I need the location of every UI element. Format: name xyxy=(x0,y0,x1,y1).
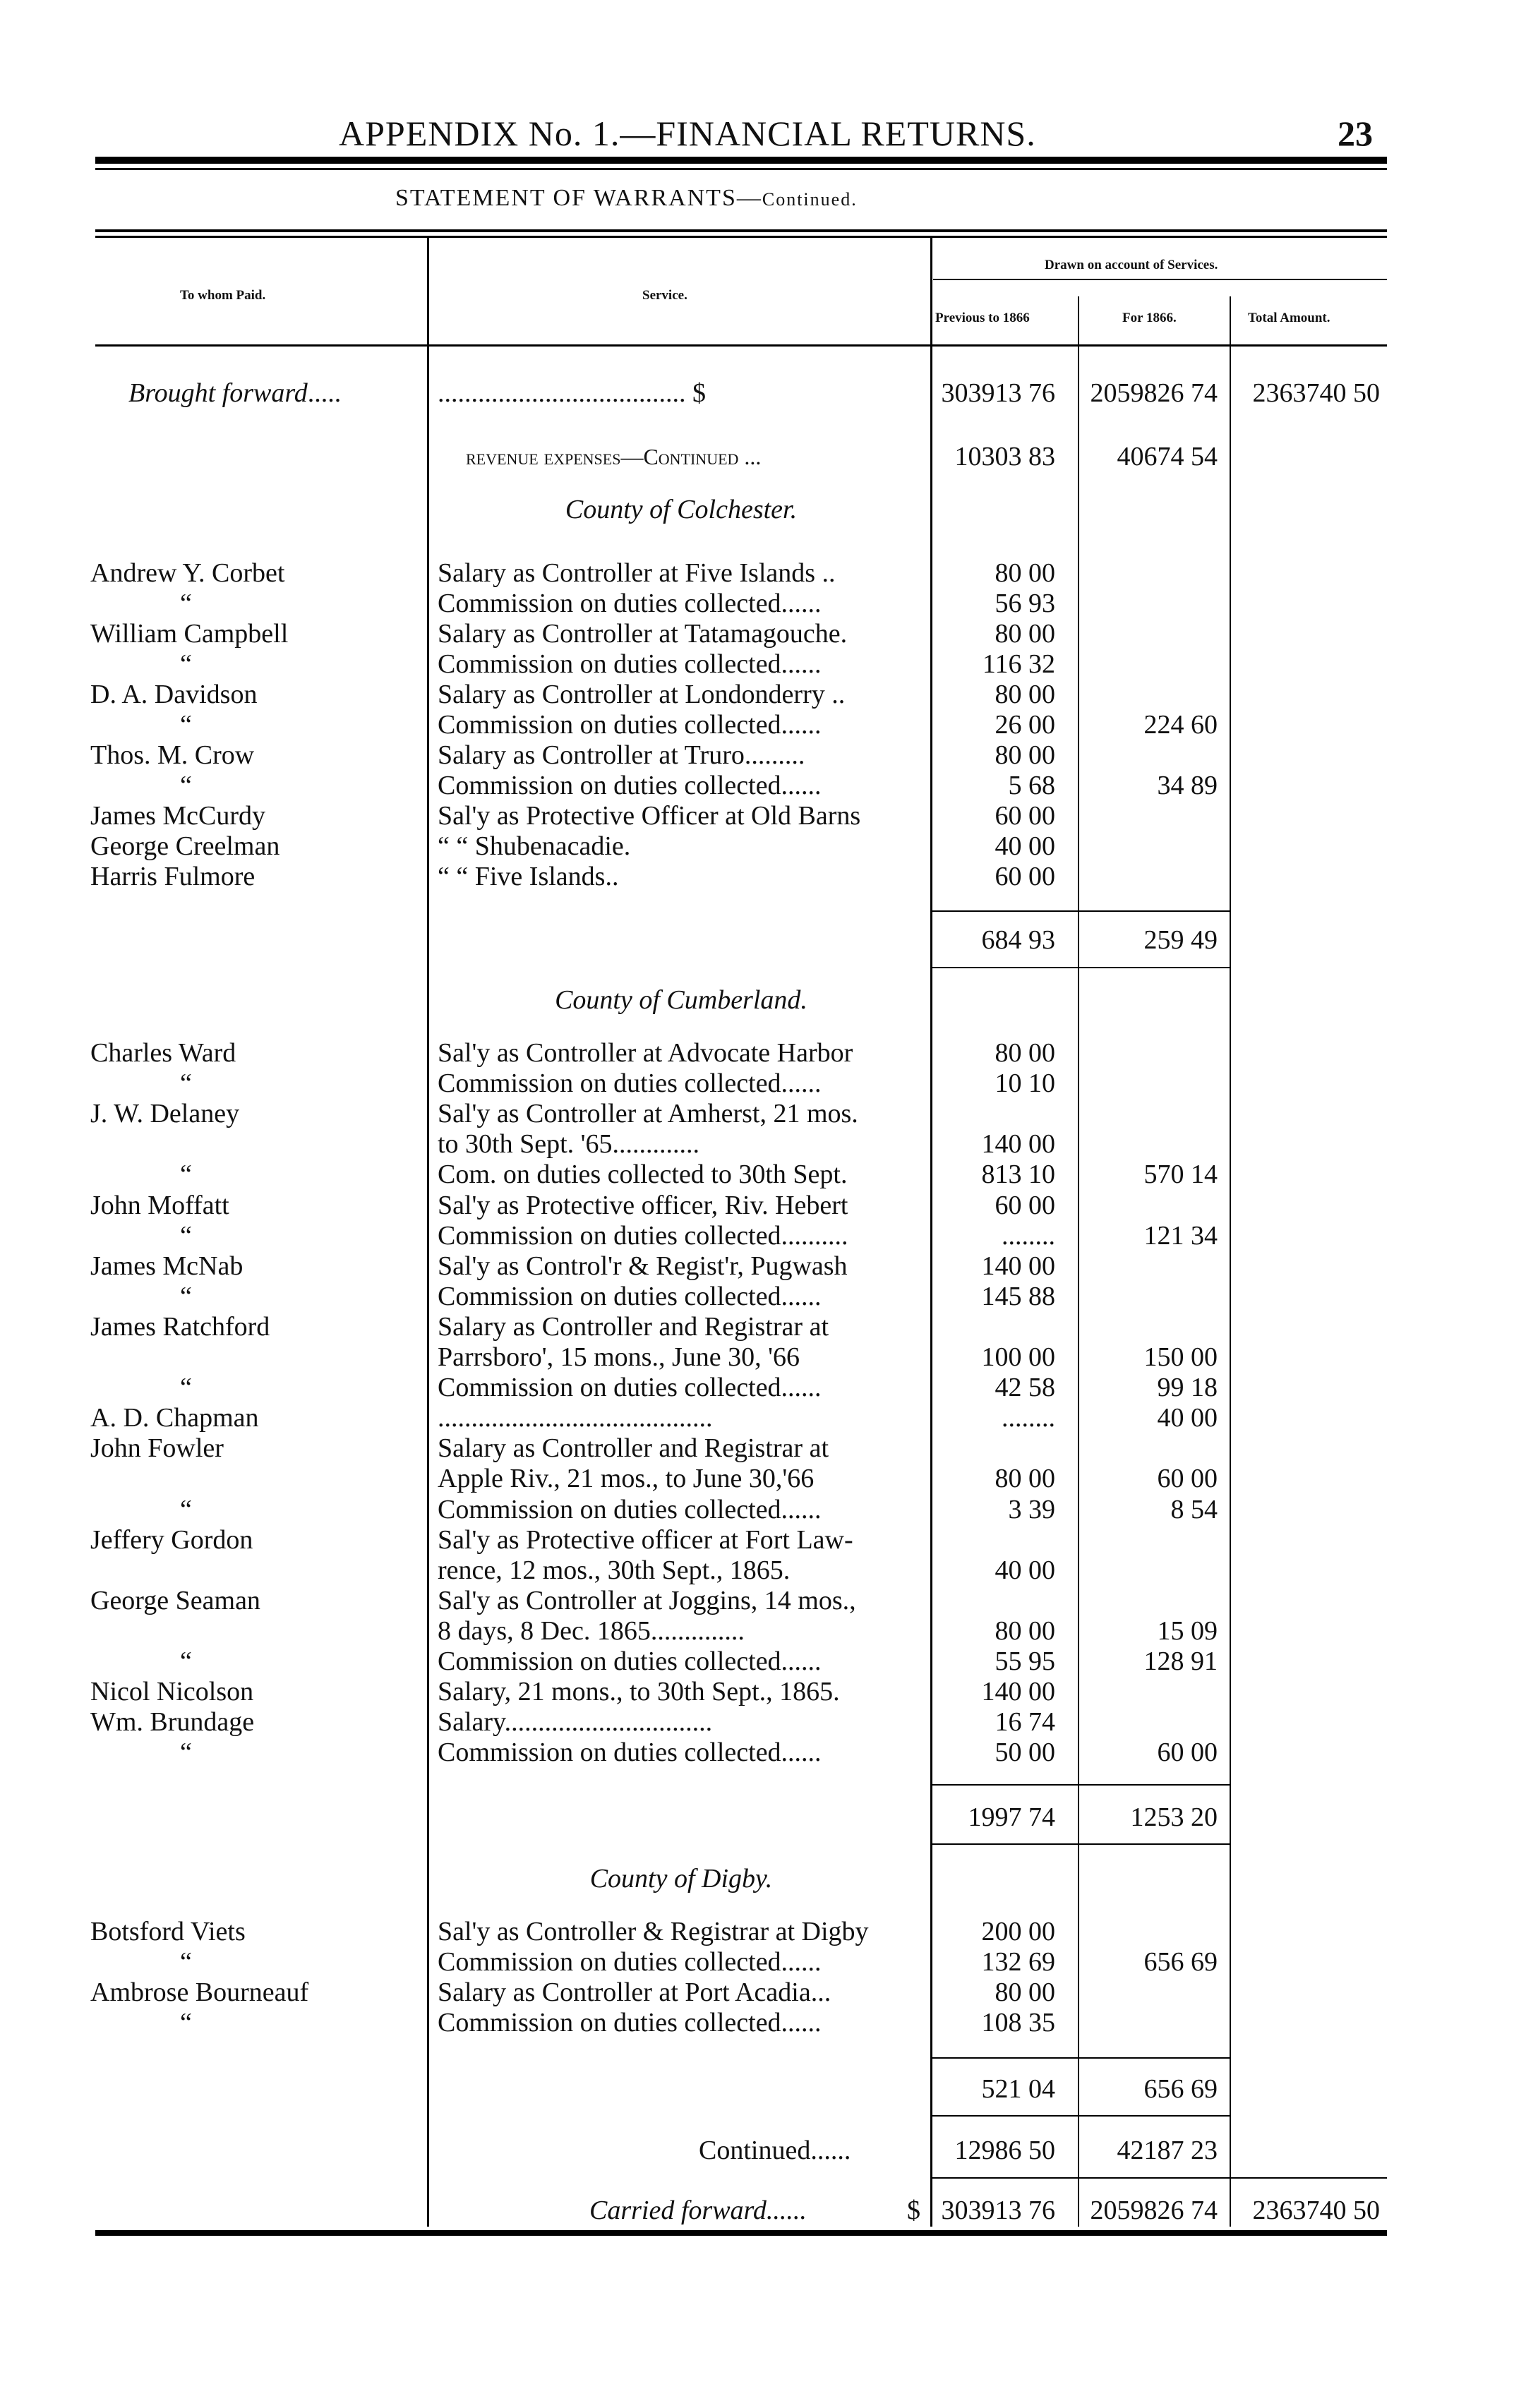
rows-name: Harris Fulmore xyxy=(90,862,256,891)
rows-name: James McCurdy xyxy=(90,801,266,831)
brought-forward-dots: ..................................... $ xyxy=(438,378,706,408)
rows-name: Andrew Y. Corbet xyxy=(90,558,285,588)
cumberland_rows-prev: 42 58 xyxy=(995,1373,1055,1403)
cumberland_rows-name: Nicol Nicolson xyxy=(90,1677,254,1707)
drawn-header-rule xyxy=(933,279,1387,280)
cumberland_rows-name: “ xyxy=(180,1647,192,1676)
carried-forward-total: 2363740 50 xyxy=(1252,2196,1380,2225)
cumberland_rows-cur: 15 09 xyxy=(1157,1615,1218,1646)
cumberland_rows-name: J. W. Delaney xyxy=(90,1099,240,1129)
brought-forward-cur: 2059826 74 xyxy=(1090,378,1218,408)
col-divider-4 xyxy=(1230,296,1231,2227)
cumberland_rows-service: Salary as Controller and Registrar at xyxy=(438,1311,829,1342)
rows-prev: 56 93 xyxy=(995,589,1055,618)
colchester-total-cur: 259 49 xyxy=(1143,925,1218,955)
colchester-total-bottom-rule xyxy=(932,967,1230,968)
cumberland_rows-name: “ xyxy=(180,1738,192,1768)
cumberland_rows-prev: 80 00 xyxy=(995,1615,1055,1646)
digby-total-rule xyxy=(932,2057,1230,2059)
rows-name: “ xyxy=(180,649,192,679)
cumberland_rows-service: to 30th Sept. '65............. xyxy=(438,1129,700,1160)
digby_rows-prev: 132 69 xyxy=(981,1947,1055,1977)
cumberland_rows-name: Jeffery Gordon xyxy=(90,1524,253,1555)
revenue-expenses-cur: 40674 54 xyxy=(1117,442,1218,471)
cumberland_rows-service: Commission on duties collected...... xyxy=(438,1738,822,1768)
section-digby: County of Digby. xyxy=(589,1864,773,1894)
rows-name: George Creelman xyxy=(90,831,280,861)
cumberland_rows-name: George Seaman xyxy=(90,1585,260,1615)
digby_rows-prev: 200 00 xyxy=(981,1917,1055,1946)
digby_rows-prev: 80 00 xyxy=(995,1977,1055,2007)
cumberland_rows-cur: 40 00 xyxy=(1157,1403,1218,1433)
cumberland_rows-service: Com. on duties collected to 30th Sept. xyxy=(438,1160,848,1190)
cumberland_rows-prev: ........ xyxy=(1002,1403,1055,1433)
rows-name: William Campbell xyxy=(90,619,289,649)
cumberland_rows-cur: 60 00 xyxy=(1157,1464,1218,1494)
cumberland_rows-name: Charles Ward xyxy=(90,1038,236,1068)
digby_rows-service: Sal'y as Controller & Registrar at Digby xyxy=(438,1917,869,1946)
cumberland_rows-prev: 140 00 xyxy=(981,1251,1055,1281)
cumberland_rows-service: Sal'y as Control'r & Regist'r, Pugwash xyxy=(438,1251,848,1281)
digby-total-bottom-rule xyxy=(932,2115,1230,2117)
col-header-service: Service. xyxy=(642,288,687,303)
brought-forward-total: 2363740 50 xyxy=(1252,378,1380,408)
cumberland_rows-service: Apple Riv., 21 mos., to June 30,'66 xyxy=(438,1464,815,1494)
section-colchester: County of Colchester. xyxy=(565,495,798,524)
rows-prev: 60 00 xyxy=(995,862,1055,891)
cumberland_rows-name: “ xyxy=(180,1494,192,1524)
col-header-total: Total Amount. xyxy=(1248,311,1330,325)
col-header-for1866: For 1866. xyxy=(1122,311,1177,325)
cumberland-total-prev: 1997 74 xyxy=(968,1802,1055,1832)
rows-service: Commission on duties collected...... xyxy=(438,710,822,740)
digby_rows-name: Botsford Viets xyxy=(90,1917,246,1946)
brought-forward-dollar: $ xyxy=(692,378,706,408)
cumberland_rows-prev: 813 10 xyxy=(981,1160,1055,1190)
cumberland_rows-service: ......................................... xyxy=(438,1403,713,1433)
header-rule-thick xyxy=(95,157,1387,164)
continued-label: Continued...... xyxy=(699,2136,851,2165)
col-header-previous: Previous to 1866 xyxy=(935,311,1030,325)
cumberland_rows-cur: 570 14 xyxy=(1143,1160,1218,1190)
cumberland_rows-prev: 80 00 xyxy=(995,1464,1055,1494)
cumberland_rows-name: John Moffatt xyxy=(90,1190,229,1220)
cumberland_rows-cur: 121 34 xyxy=(1143,1220,1218,1251)
continued-prev: 12986 50 xyxy=(954,2136,1055,2165)
col-divider-3 xyxy=(1078,296,1079,2227)
rows-cur: 34 89 xyxy=(1157,771,1218,800)
cumberland_rows-cur: 128 91 xyxy=(1143,1647,1218,1676)
cumberland_rows-cur: 150 00 xyxy=(1143,1342,1218,1372)
rows-service: Commission on duties collected...... xyxy=(438,649,822,679)
rows-cur: 224 60 xyxy=(1143,710,1218,740)
rows-service: “ “ Five Islands.. xyxy=(438,862,619,891)
cumberland_rows-name: “ xyxy=(180,1220,192,1251)
continued-bottom-rule xyxy=(932,2177,1387,2179)
cumberland_rows-name: “ xyxy=(180,1068,192,1099)
digby_rows-name: Ambrose Bourneauf xyxy=(90,1977,309,2007)
digby_rows-name: “ xyxy=(180,1947,192,1977)
footer-rule-thick xyxy=(95,2230,1387,2236)
cumberland_rows-prev: 140 00 xyxy=(981,1129,1055,1160)
revenue-expenses-prev: 10303 83 xyxy=(954,442,1055,471)
rows-service: “ “ Shubenacadie. xyxy=(438,831,631,861)
cumberland_rows-service: 8 days, 8 Dec. 1865.............. xyxy=(438,1615,745,1646)
cumberland_rows-prev: 10 10 xyxy=(995,1068,1055,1099)
rows-prev: 80 00 xyxy=(995,558,1055,588)
rows-service: Salary as Controller at Tatamagouche. xyxy=(438,619,848,649)
rows-prev: 60 00 xyxy=(995,801,1055,831)
rows-service: Commission on duties collected...... xyxy=(438,771,822,800)
cumberland_rows-name: James McNab xyxy=(90,1251,244,1281)
cumberland_rows-service: Sal'y as Controller at Advocate Harbor xyxy=(438,1038,853,1068)
rows-name: “ xyxy=(180,589,192,618)
rows-prev: 80 00 xyxy=(995,740,1055,770)
cumberland_rows-prev: 3 39 xyxy=(1008,1494,1055,1524)
digby_rows-name: “ xyxy=(180,2008,192,2037)
col-header-to-whom: To whom Paid. xyxy=(180,288,266,303)
statement-title-main: STATEMENT OF WARRANTS— xyxy=(395,185,762,211)
cumberland_rows-service: Parrsboro', 15 mons., June 30, '66 xyxy=(438,1342,800,1372)
digby_rows-service: Salary as Controller at Port Acadia... xyxy=(438,1977,831,2007)
cumberland_rows-prev: 55 95 xyxy=(995,1647,1055,1676)
rows-prev: 80 00 xyxy=(995,680,1055,709)
cumberland_rows-prev: 145 88 xyxy=(981,1281,1055,1311)
cumberland_rows-prev: 16 74 xyxy=(995,1707,1055,1738)
rows-service: Salary as Controller at Five Islands .. xyxy=(438,558,836,588)
statement-title xyxy=(395,185,858,212)
carried-forward-prev: 303913 76 xyxy=(941,2196,1055,2225)
section-cumberland: County of Cumberland. xyxy=(555,985,807,1015)
cumberland_rows-service: Commission on duties collected...... xyxy=(438,1647,822,1676)
digby_rows-cur: 656 69 xyxy=(1143,1947,1218,1977)
cumberland-total-rule xyxy=(932,1784,1230,1786)
continued-cur: 42187 23 xyxy=(1117,2136,1218,2165)
cumberland_rows-service: Sal'y as Controller at Joggins, 14 mos., xyxy=(438,1585,856,1615)
cumberland_rows-service: Salary, 21 mons., to 30th Sept., 1865. xyxy=(438,1677,840,1707)
cumberland-total-cur: 1253 20 xyxy=(1130,1802,1218,1832)
rows-service: Sal'y as Protective Officer at Old Barns xyxy=(438,801,861,831)
rows-name: “ xyxy=(180,710,192,740)
cumberland_rows-name: James Ratchford xyxy=(90,1311,270,1342)
cumberland_rows-prev: 40 00 xyxy=(995,1555,1055,1585)
brought-forward-text: Brought forward xyxy=(128,378,308,408)
cumberland_rows-prev: 60 00 xyxy=(995,1190,1055,1220)
rows-prev: 40 00 xyxy=(995,831,1055,861)
carried-forward-dollar: $ xyxy=(907,2196,920,2225)
cumberland_rows-cur: 8 54 xyxy=(1170,1494,1218,1524)
colchester-total-prev: 684 93 xyxy=(981,925,1055,955)
cumberland_rows-cur: 60 00 xyxy=(1157,1738,1218,1768)
cumberland_rows-name: A. D. Chapman xyxy=(90,1403,259,1433)
cumberland_rows-name: Wm. Brundage xyxy=(90,1707,255,1738)
table-top-rule-2 xyxy=(95,236,1387,238)
cumberland_rows-prev: ........ xyxy=(1002,1220,1055,1251)
digby_rows-prev: 108 35 xyxy=(981,2008,1055,2037)
rows-name: Thos. M. Crow xyxy=(90,740,255,770)
digby_rows-service: Commission on duties collected...... xyxy=(438,1947,822,1977)
revenue-expenses-label: revenue expenses—Continued ... xyxy=(466,444,762,469)
rows-name: “ xyxy=(180,771,192,800)
table-top-rule-1 xyxy=(95,229,1387,232)
cumberland_rows-name: John Fowler xyxy=(90,1433,224,1464)
cumberland_rows-name: “ xyxy=(180,1281,192,1311)
cumberland_rows-service: Sal'y as Controller at Amherst, 21 mos. xyxy=(438,1099,858,1129)
cumberland_rows-service: Salary............................... xyxy=(438,1707,713,1738)
cumberland_rows-name: “ xyxy=(180,1373,192,1403)
cumberland_rows-service: Sal'y as Protective officer, Riv. Hebert xyxy=(438,1190,848,1220)
header-rule-thin xyxy=(95,168,1387,170)
carried-forward-label: Carried forward...... xyxy=(589,2196,807,2225)
colchester-total-rule xyxy=(932,910,1230,912)
cumberland_rows-service: Commission on duties collected.......... xyxy=(438,1220,848,1251)
cumberland_rows-service: Sal'y as Protective officer at Fort Law- xyxy=(438,1524,853,1555)
rows-service: Salary as Controller at Londonderry .. xyxy=(438,680,846,709)
rows-prev: 26 00 xyxy=(995,710,1055,740)
rows-prev: 80 00 xyxy=(995,619,1055,649)
cumberland_rows-service: rence, 12 mos., 30th Sept., 1865. xyxy=(438,1555,791,1585)
page-number: 23 xyxy=(1338,114,1373,153)
col-header-drawn: Drawn on account of Services. xyxy=(1045,258,1218,272)
carried-forward-cur: 2059826 74 xyxy=(1090,2196,1218,2225)
cumberland_rows-prev: 140 00 xyxy=(981,1677,1055,1707)
statement-title-continued: Continued. xyxy=(762,189,858,210)
cumberland_rows-prev: 80 00 xyxy=(995,1038,1055,1068)
digby_rows-service: Commission on duties collected...... xyxy=(438,2008,822,2037)
brought-forward-label: Brought forward..... xyxy=(128,378,342,408)
digby-total-prev: 521 04 xyxy=(981,2074,1055,2104)
brought-forward-prev: 303913 76 xyxy=(941,378,1055,408)
col-header-bottom-rule xyxy=(95,344,1387,347)
rows-service: Commission on duties collected...... xyxy=(438,589,822,618)
cumberland_rows-service: Salary as Controller and Registrar at xyxy=(438,1433,829,1464)
cumberland_rows-service: Commission on duties collected...... xyxy=(438,1068,822,1099)
cumberland_rows-name: “ xyxy=(180,1160,192,1190)
cumberland_rows-service: Commission on duties collected...... xyxy=(438,1494,822,1524)
cumberland_rows-service: Commission on duties collected...... xyxy=(438,1281,822,1311)
cumberland_rows-prev: 100 00 xyxy=(981,1342,1055,1372)
rows-prev: 5 68 xyxy=(1008,771,1055,800)
digby-total-cur: 656 69 xyxy=(1143,2074,1218,2104)
cumberland_rows-service: Commission on duties collected...... xyxy=(438,1373,822,1403)
cumberland_rows-prev: 50 00 xyxy=(995,1738,1055,1768)
rows-service: Salary as Controller at Truro......... xyxy=(438,740,805,770)
page-header-title: APPENDIX No. 1.—FINANCIAL RETURNS. xyxy=(339,114,1036,153)
cumberland_rows-cur: 99 18 xyxy=(1157,1373,1218,1403)
rows-name: D. A. Davidson xyxy=(90,680,258,709)
cumberland-total-bottom-rule xyxy=(932,1843,1230,1845)
rows-prev: 116 32 xyxy=(982,649,1055,679)
